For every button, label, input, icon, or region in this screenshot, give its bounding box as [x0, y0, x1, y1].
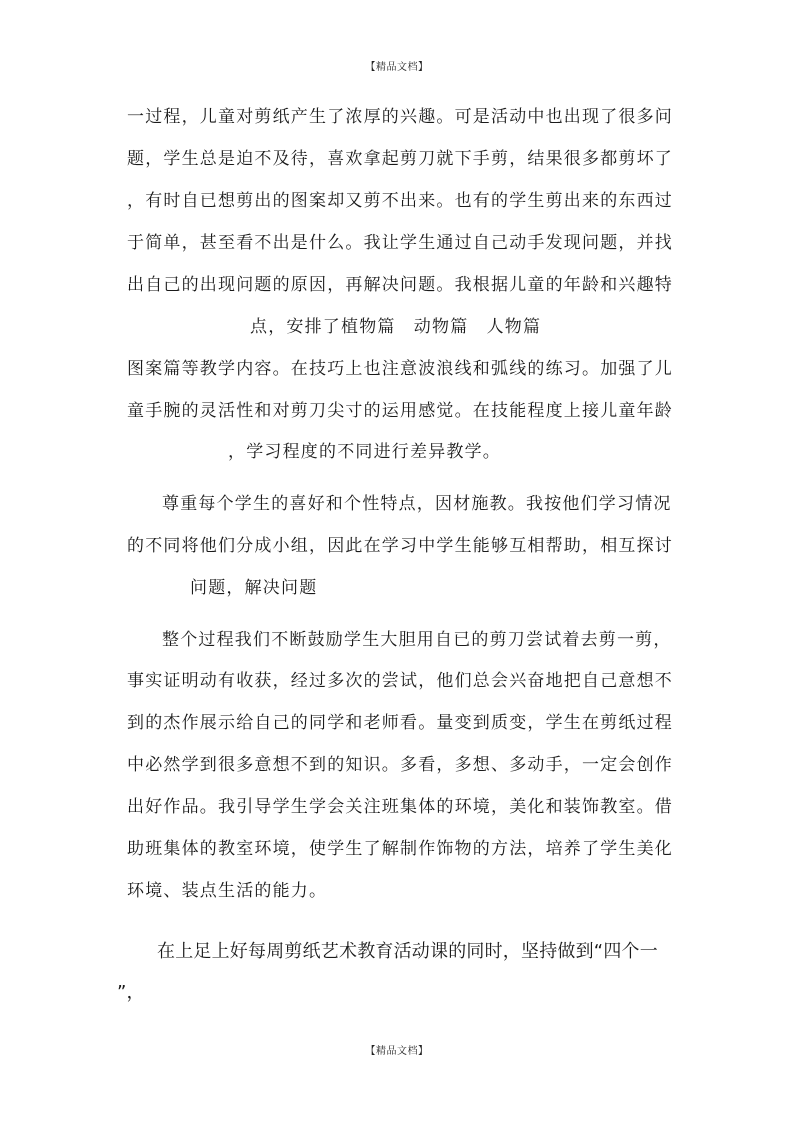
text-line: ，学习程度的不同进行差异教学。 [228, 442, 501, 462]
text-line: 环境、装点生活的能力。 [127, 881, 328, 901]
text-line: 事实证明动有收获，经过多次的尝试，他们总会兴奋地把自己意想不 [127, 671, 673, 691]
text-line: 童手腕的灵活性和对剪刀尖寸的运用感觉。在技能程度上接儿童年龄 [127, 401, 673, 421]
text-line: ，有时自已想剪出的图案却又剪不出来。也有的学生剪出来的东西过 [127, 191, 673, 211]
text-line: 图案篇等教学内容。在技巧上也注意波浪线和弧线的练习。加强了儿 [127, 359, 673, 379]
text-line: 整个过程我们不断鼓励学生大胆用自已的剪刀尝试着去剪一剪， [162, 630, 672, 650]
text-line: 于简单，甚至看不出是什么。我让学生通过自己动手发现问题，并找 [127, 233, 673, 253]
text-line: 出好作品。我引导学生学会关注班集体的环境，美化和装饰教室。借 [127, 797, 673, 817]
text-line: 助班集体的教室环境，使学生了解制作饰物的方法，培养了学生美化 [127, 839, 673, 859]
text-line: 一过程，儿童对剪纸产生了浓厚的兴趣。可是活动中也出现了很多问 [127, 107, 673, 127]
text-line: 出自己的出现问题的原因，再解决问题。我根据儿童的年龄和兴趣特 [127, 275, 673, 295]
text-line: 到的杰作展示给自己的同学和老师看。量变到质变，学生在剪纸过程 [127, 713, 673, 733]
footer-watermark: 【精品文档】 [365, 1046, 429, 1057]
text-line: 点，安排了植物篇 动物篇 人物篇 [250, 317, 542, 337]
text-line: 问题，解决问题 [190, 578, 318, 598]
paragraph-line: ”， [117, 982, 145, 1003]
header-watermark: 【精品文档】 [365, 62, 429, 73]
text-line: 尊重每个学生的喜好和个性特点，因材施教。我按他们学习情况 [162, 494, 672, 514]
paragraph-line: 在上足上好每周剪纸艺术教育活动课的同时，坚持做到“四个一 [157, 941, 658, 962]
text-line: 题，学生总是迫不及待，喜欢拿起剪刀就下手剪，结果很多都剪坏了 [127, 149, 673, 169]
text-line: 的不同将他们分成小组，因此在学习中学生能够互相帮助，相互探讨 [127, 536, 673, 556]
text-line: 中必然学到很多意想不到的知识。多看，多想、多动手，一定会创作 [127, 755, 673, 775]
